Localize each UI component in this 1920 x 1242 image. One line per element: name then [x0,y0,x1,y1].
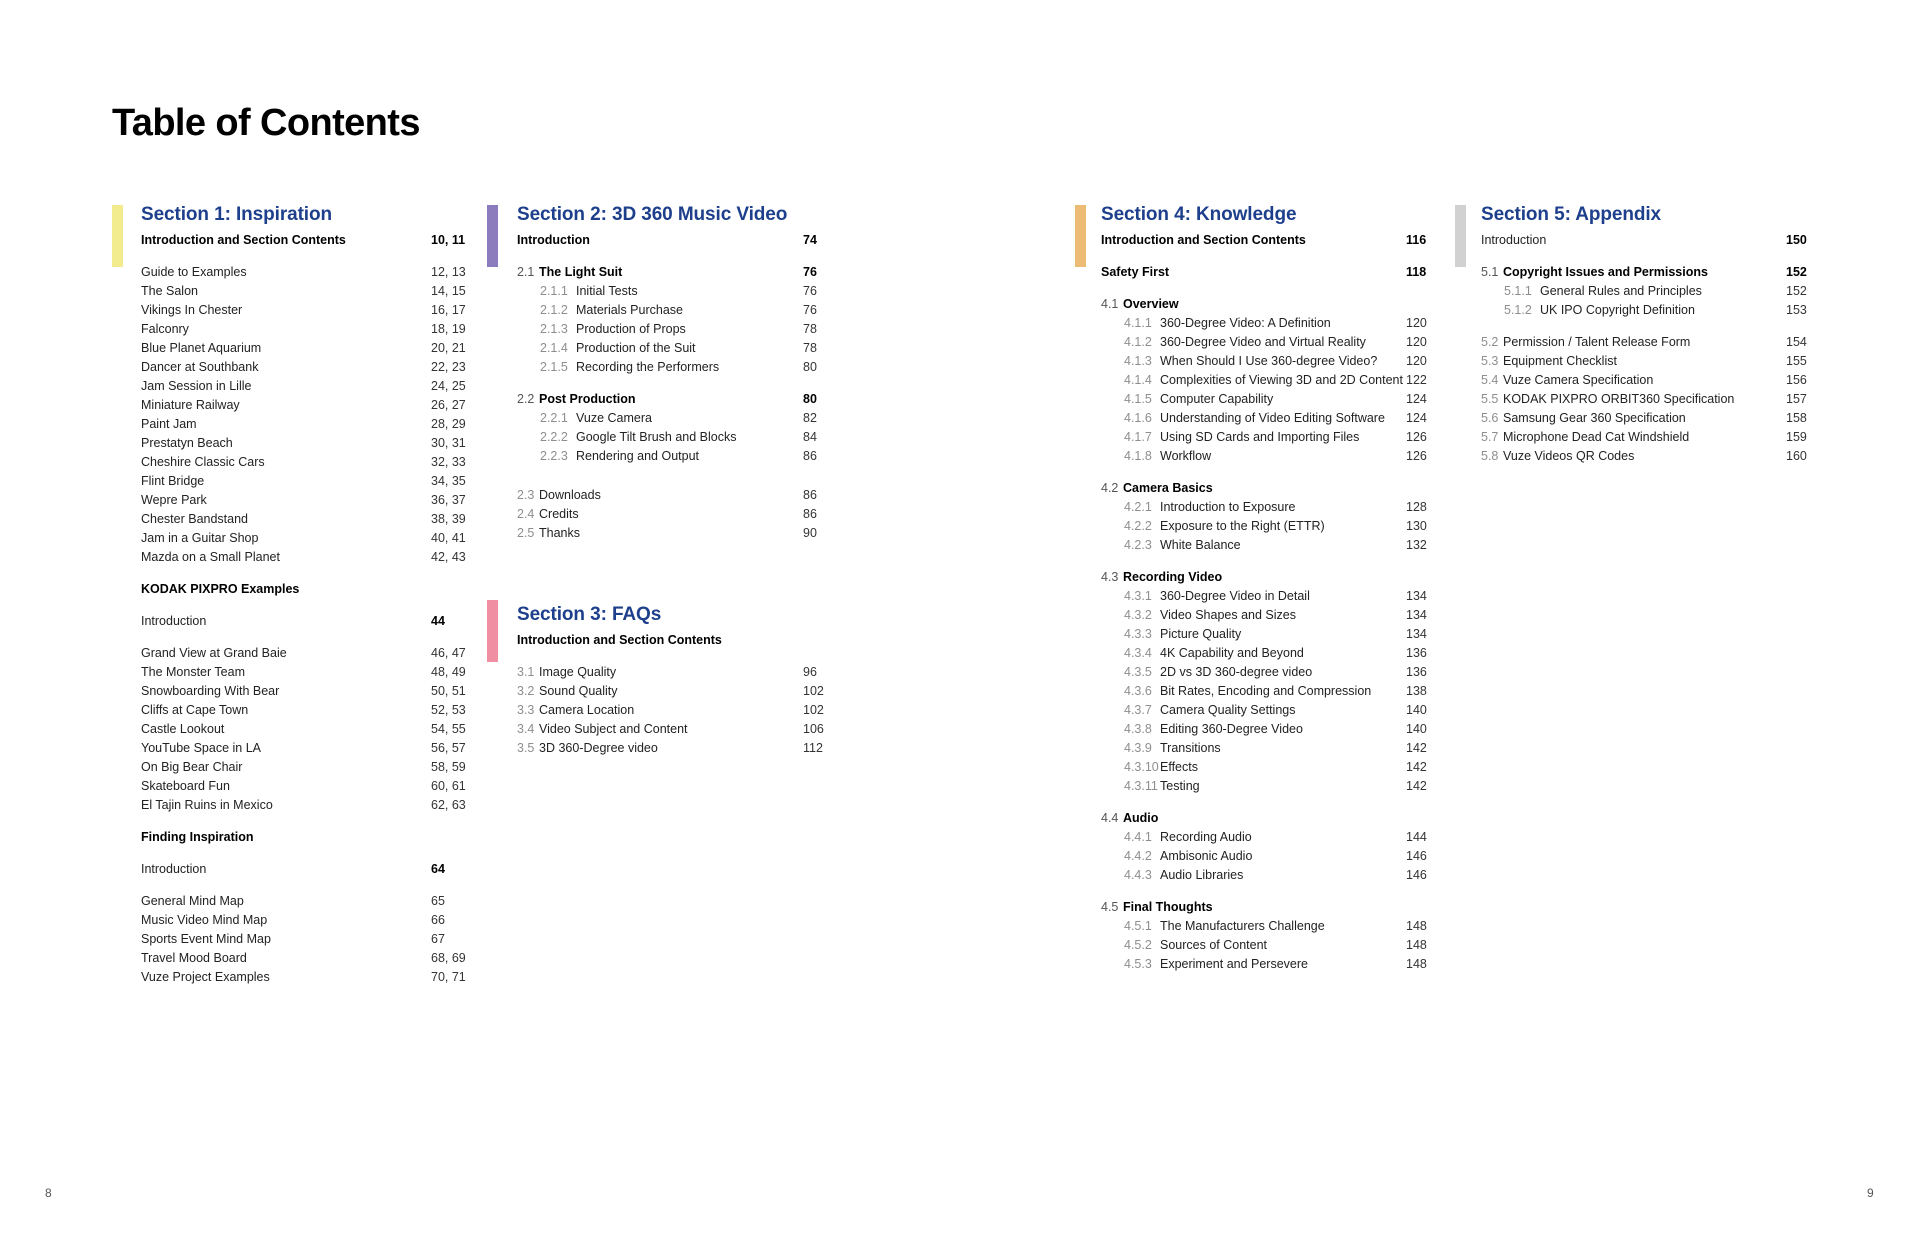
section-5-copyright-group [1481,263,1821,320]
toc-entry[interactable]: 4.1.5 Computer Capability 124 [1124,392,1427,406]
section-4-title: Section 4: Knowledge [1101,204,1297,225]
toc-entry[interactable]: Guide to Examples 12, 13 [141,265,466,279]
toc-entry[interactable]: General Mind Map 65 [141,894,445,908]
toc-entry[interactable]: 4.3.4 4K Capability and Beyond 136 [1124,646,1427,660]
toc-entry[interactable]: Blue Planet Aquarium 20, 21 [141,341,466,355]
toc-entry[interactable]: 4.3.11 Testing 142 [1124,779,1427,793]
toc-entry[interactable]: Introduction and Section Contents 116 [1101,233,1427,247]
toc-entry[interactable]: 4.3.3 Picture Quality 134 [1124,627,1427,641]
toc-entry[interactable]: 2.3 Downloads 86 [517,488,817,502]
toc-entry[interactable]: Jam in a Guitar Shop 40, 41 [141,531,466,545]
section-5-color-bar [1455,205,1466,267]
section-5-list [1481,333,1821,466]
toc-entry[interactable]: 5.2 Permission / Talent Release Form 154 [1481,335,1807,349]
toc-entry[interactable]: The Salon 14, 15 [141,284,466,298]
section-3-list [517,663,837,758]
toc-entry[interactable]: 4.2.1 Introduction to Exposure 128 [1124,500,1427,514]
section-2-title: Section 2: 3D 360 Music Video [517,204,788,225]
toc-entry[interactable]: Introduction and Section Contents [517,633,722,647]
toc-entry[interactable]: 4.3.6 Bit Rates, Encoding and Compression 138 [1124,684,1427,698]
toc-entry[interactable]: 4.3.1 360-Degree Video in Detail 134 [1124,589,1427,603]
toc-entry[interactable]: Vikings In Chester 16, 17 [141,303,466,317]
toc-entry[interactable]: Castle Lookout 54, 55 [141,722,466,736]
toc-entry[interactable]: 2.2.1 Vuze Camera 82 [540,411,817,425]
toc-entry[interactable]: 4.2.3 White Balance 132 [1124,538,1427,552]
section-2-color-bar [487,205,498,267]
toc-entry[interactable]: Introduction 74 [517,233,817,247]
toc-entry[interactable]: Music Video Mind Map 66 [141,913,445,927]
toc-entry[interactable]: 4.4.2 Ambisonic Audio 146 [1124,849,1427,863]
toc-subsection-heading[interactable]: 5.1 Copyright Issues and Permissions 152 [1481,265,1807,279]
toc-entry[interactable]: 5.6 Samsung Gear 360 Specification 158 [1481,411,1807,425]
toc-entry[interactable]: 3.5 3D 360-Degree video 112 [517,741,823,755]
toc-entry[interactable]: 3.4 Video Subject and Content 106 [517,722,824,736]
toc-entry[interactable]: 4.3.5 2D vs 3D 360-degree video 136 [1124,665,1427,679]
toc-entry[interactable]: Introduction 44 [141,614,445,628]
toc-entry[interactable]: Grand View at Grand Baie 46, 47 [141,646,466,660]
toc-entry[interactable]: 2.1.3 Production of Props 78 [540,322,817,336]
right-page-number: 9 [1867,1186,1874,1200]
section-3-title: Section 3: FAQs [517,604,662,625]
toc-entry[interactable]: 2.1.5 Recording the Performers 80 [540,360,817,374]
section-4-subsections [1101,295,1441,974]
toc-entry[interactable]: Snowboarding With Bear 50, 51 [141,684,466,698]
toc-entry[interactable]: 3.3 Camera Location 102 [517,703,824,717]
toc-entry[interactable]: Chester Bandstand 38, 39 [141,512,466,526]
toc-entry[interactable]: Introduction 64 [141,862,445,876]
toc-entry[interactable]: Wepre Park 36, 37 [141,493,466,507]
toc-entry[interactable]: Introduction 150 [1481,233,1807,247]
page-title: Table of Contents [112,102,420,144]
section-1-title: Section 1: Inspiration [141,204,332,225]
toc-entry[interactable]: 2.2.2 Google Tilt Brush and Blocks 84 [540,430,817,444]
kodak-heading: KODAK PIXPRO Examples [141,582,300,596]
section-4-knowledge [1101,203,1441,974]
section-1-color-bar [112,205,123,267]
toc-entry[interactable]: Sports Event Mind Map 67 [141,932,445,946]
toc-entry[interactable]: 4.1.1 360-Degree Video: A Definition 120 [1124,316,1427,330]
section-3-faqs [517,603,837,758]
toc-subsection-heading[interactable]: 4.3 Recording Video [1101,570,1223,584]
toc-entry[interactable]: 4.1.7 Using SD Cards and Importing Files 126 [1124,430,1427,444]
toc-entry[interactable]: Miniature Railway 26, 27 [141,398,466,412]
toc-entry[interactable]: Safety First 118 [1101,265,1427,279]
toc-entry[interactable]: 4.5.3 Experiment and Persevere 148 [1124,957,1427,971]
section-2-subsections [517,263,827,473]
toc-entry[interactable]: Cheshire Classic Cars 32, 33 [141,455,466,469]
toc-entry[interactable]: 5.8 Vuze Videos QR Codes 160 [1481,449,1807,463]
toc-entry[interactable]: 4.1.6 Understanding of Video Editing Software 124 [1124,411,1427,425]
toc-entry[interactable]: Mazda on a Small Planet 42, 43 [141,550,466,564]
section-2-extra-list [517,486,827,543]
toc-subsection-heading[interactable]: 2.1 The Light Suit 76 [517,265,817,279]
toc-entry[interactable]: Falconry 18, 19 [141,322,466,336]
toc-entry[interactable]: 4.1.4 Complexities of Viewing 3D and 2D Content 122 [1124,373,1427,387]
toc-entry[interactable]: 4.2.2 Exposure to the Right (ETTR) 130 [1124,519,1427,533]
toc-entry[interactable]: 4.3.7 Camera Quality Settings 140 [1124,703,1427,717]
toc-entry[interactable]: 2.2.3 Rendering and Output 86 [540,449,817,463]
toc-entry[interactable]: 4.4.3 Audio Libraries 146 [1124,868,1427,882]
toc-entry[interactable]: Cliffs at Cape Town 52, 53 [141,703,466,717]
toc-entry[interactable]: 4.3.8 Editing 360-Degree Video 140 [1124,722,1427,736]
section-5-title: Section 5: Appendix [1481,204,1662,225]
toc-entry[interactable]: 5.4 Vuze Camera Specification 156 [1481,373,1807,387]
toc-entry[interactable]: The Monster Team 48, 49 [141,665,466,679]
toc-subsection-heading[interactable]: 4.1 Overview [1101,297,1179,311]
section-4-color-bar [1075,205,1086,267]
toc-entry[interactable]: 4.4.1 Recording Audio 144 [1124,830,1427,844]
section-2-music-video [517,203,827,543]
toc-entry[interactable]: Prestatyn Beach 30, 31 [141,436,466,450]
finding-inspiration-heading: Finding Inspiration [141,830,254,844]
toc-entry[interactable]: Dancer at Southbank 22, 23 [141,360,466,374]
toc-entry[interactable]: YouTube Space in LA 56, 57 [141,741,466,755]
toc-entry[interactable]: 4.1.2 360-Degree Video and Virtual Reality 120 [1124,335,1427,349]
toc-subsection-heading[interactable]: 4.4 Audio [1101,811,1159,825]
toc-entry[interactable]: 2.1.4 Production of the Suit 78 [540,341,817,355]
toc-entry[interactable]: 3.1 Image Quality 96 [517,665,817,679]
toc-entry[interactable]: 4.5.2 Sources of Content 148 [1124,938,1427,952]
toc-entry[interactable]: On Big Bear Chair 58, 59 [141,760,466,774]
toc-entry[interactable]: 3.2 Sound Quality 102 [517,684,824,698]
left-page-number: 8 [45,1186,52,1200]
toc-entry[interactable]: Travel Mood Board 68, 69 [141,951,466,965]
section-5-appendix [1481,203,1821,466]
toc-subsection-heading[interactable]: 2.2 Post Production 80 [517,392,817,406]
toc-entry[interactable]: 5.7 Microphone Dead Cat Windshield 159 [1481,430,1807,444]
toc-entry[interactable]: 4.3.2 Video Shapes and Sizes 134 [1124,608,1427,622]
section-1-inspiration [141,203,466,987]
toc-entry[interactable]: 4.3.9 Transitions 142 [1124,741,1427,755]
toc-entry[interactable]: Introduction and Section Contents 10, 11 [141,233,466,247]
toc-entry[interactable]: 4.3.10Effects 142 [1124,760,1427,774]
section-3-color-bar [487,600,498,662]
toc-entry[interactable]: 2.1.2 Materials Purchase 76 [540,303,817,317]
toc-entry[interactable]: Jam Session in Lille 24, 25 [141,379,466,393]
toc-subsection-heading[interactable]: 4.2 Camera Basics [1101,481,1213,495]
kodak-examples-list [141,644,466,815]
toc-entry[interactable]: 2.1.1 Initial Tests 76 [540,284,817,298]
toc-entry[interactable]: 4.1.3 When Should I Use 360-degree Video? 120 [1124,354,1427,368]
toc-entry[interactable]: 5.3 Equipment Checklist 155 [1481,354,1807,368]
toc-entry[interactable]: Paint Jam 28, 29 [141,417,466,431]
toc-entry[interactable]: 4.5.1 The Manufacturers Challenge 148 [1124,919,1427,933]
finding-inspiration-list [141,892,466,987]
toc-entry[interactable]: 2.4 Credits 86 [517,507,817,521]
toc-entry[interactable]: 5.1.1 General Rules and Principles 152 [1504,284,1807,298]
toc-entry[interactable]: Skateboard Fun 60, 61 [141,779,466,793]
toc-entry[interactable]: 2.5 Thanks 90 [517,526,817,540]
toc-entry[interactable]: 5.5 KODAK PIXPRO ORBIT360 Specification 157 [1481,392,1807,406]
toc-entry[interactable]: Vuze Project Examples 70, 71 [141,970,466,984]
toc-entry[interactable]: El Tajin Ruins in Mexico 62, 63 [141,798,466,812]
toc-entry[interactable]: 4.1.8 Workflow 126 [1124,449,1427,463]
section-1-examples-list [141,263,466,567]
toc-entry[interactable]: 5.1.2 UK IPO Copyright Definition 153 [1504,303,1807,317]
toc-subsection-heading[interactable]: 4.5 Final Thoughts [1101,900,1213,914]
toc-entry[interactable]: Flint Bridge 34, 35 [141,474,466,488]
